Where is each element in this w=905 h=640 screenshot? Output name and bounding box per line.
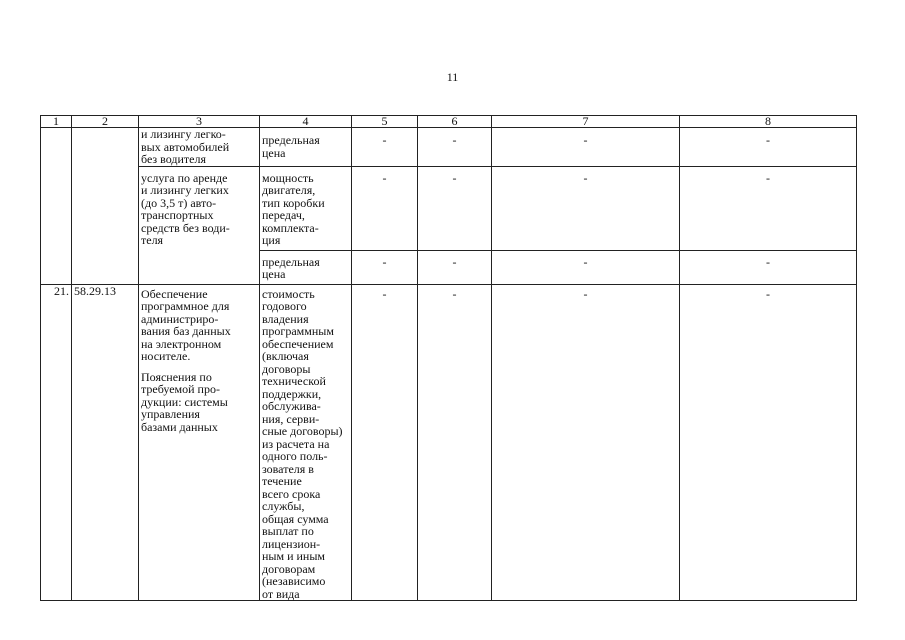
characteristic-cell: мощность двигателя, тип коробки передач, комплекта- ция (260, 166, 352, 250)
value-cell: - (492, 250, 680, 284)
column-number: 3 (139, 116, 260, 128)
row-number-cell: 21. (41, 284, 72, 601)
value-cell: - (352, 284, 418, 601)
value-cell: - (418, 284, 492, 601)
value-cell: - (680, 166, 857, 250)
value-cell: - (492, 128, 680, 167)
column-number: 2 (72, 116, 139, 128)
value-cell: - (418, 128, 492, 167)
column-number: 5 (352, 116, 418, 128)
characteristic-cell: стоимость годового владения программным обеспечением (включая договоры технической поддержки, обслужива- ния, серви- сные договоры) из расчета на одного поль- зователя в течение всего срока службы, общая сумма выплат по лицензион- ным и иным договорам (независимо от вида (260, 284, 352, 601)
characteristic-cell: предельная цена (260, 250, 352, 284)
value-cell: - (418, 166, 492, 250)
value-cell: - (352, 128, 418, 167)
value-cell: - (418, 250, 492, 284)
column-number: 7 (492, 116, 680, 128)
product-name-cell: Обеспечение программное для администриро- вания баз данных на электронном носителе. Пояснения по требуемой про- дукции: системы управления базами данных (139, 284, 260, 601)
value-cell: - (680, 284, 857, 601)
product-name-cell: услуга по аренде и лизингу легких (до 3,5 т) авто- транспортных средств без води- теля (139, 166, 260, 284)
okpd-code-cell: 58.29.13 (72, 284, 139, 601)
product-name-cell: и лизингу легко- вых автомобилей без водителя (139, 128, 260, 167)
characteristic-cell: предельная цена (260, 128, 352, 167)
column-number: 8 (680, 116, 857, 128)
row-number-cell (41, 128, 72, 285)
value-cell: - (492, 284, 680, 601)
value-cell: - (352, 166, 418, 250)
okpd-code-cell (72, 128, 139, 285)
value-cell: - (680, 250, 857, 284)
page-number: 11 (446, 70, 459, 84)
value-cell: - (492, 166, 680, 250)
table-row (41, 128, 857, 167)
value-cell: - (680, 128, 857, 167)
column-number: 4 (260, 116, 352, 128)
column-number-row (41, 116, 857, 128)
requirements-table (40, 115, 857, 601)
column-number: 1 (41, 116, 72, 128)
value-cell: - (352, 250, 418, 284)
table-row (41, 166, 857, 250)
table-row (41, 284, 857, 601)
column-number: 6 (418, 116, 492, 128)
